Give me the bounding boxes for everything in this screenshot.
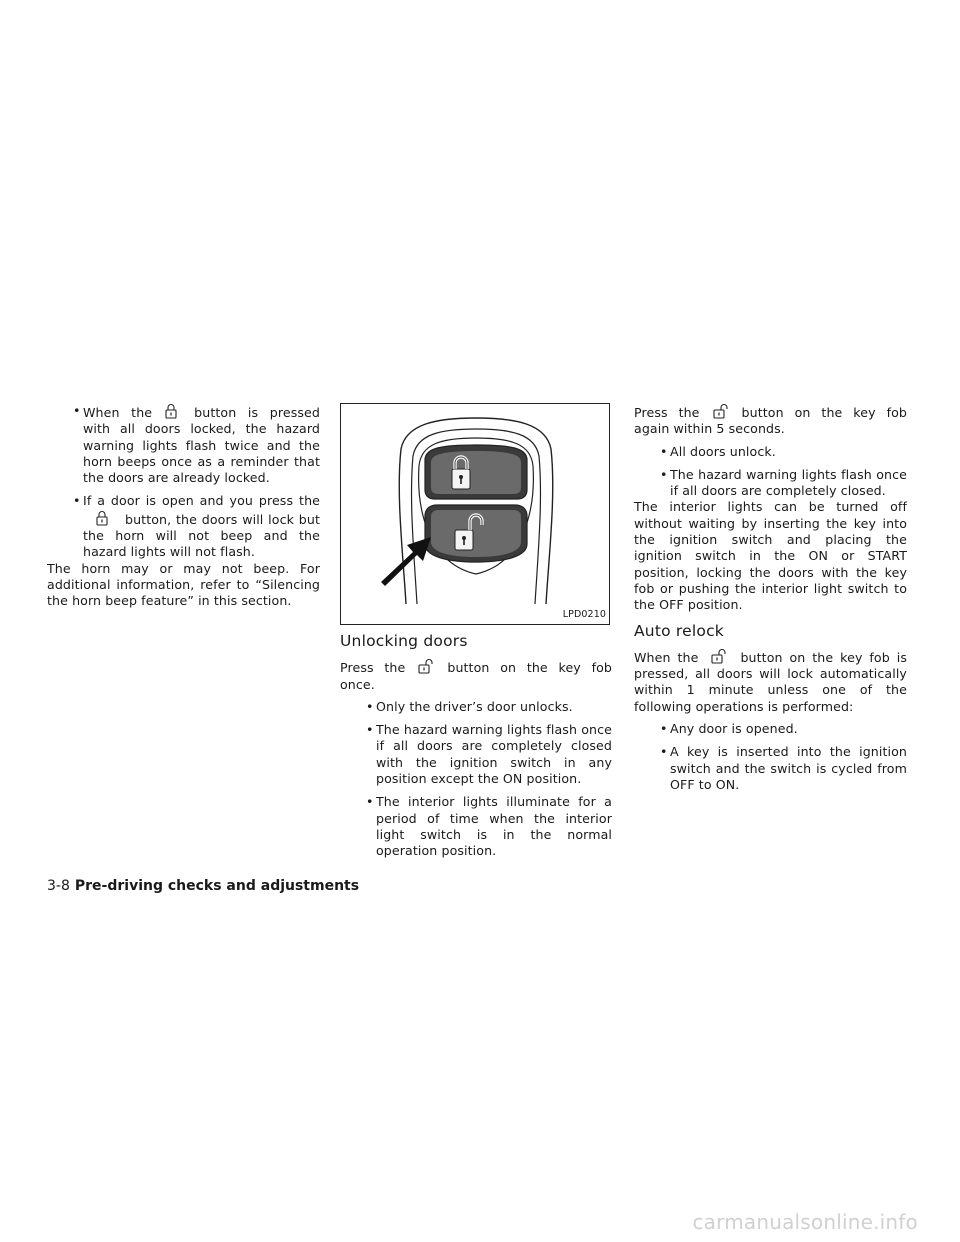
unlock-icon	[704, 648, 730, 664]
relock-post: button on the key fob is pressed, all doors will lock automatically within 1 minute unless one of the following operations is performed:	[634, 649, 907, 714]
bullet-dot: •	[660, 466, 668, 482]
bullet-all-doors-unlock	[634, 444, 907, 460]
column-right	[634, 403, 907, 793]
bullet-dot: •	[660, 744, 668, 760]
bullet-text: All doors unlock.	[670, 443, 776, 459]
bullet-hazard-flash	[340, 722, 612, 787]
bullet-text: Any door is opened.	[670, 721, 798, 737]
bullet-text: The interior lights illuminate for a period of time when the interior light switch is in the normal operation position.	[376, 794, 612, 859]
bullet-key-inserted	[634, 744, 907, 793]
intro-post: button on the key fob again within 5 seconds.	[634, 405, 908, 437]
lock-icon	[89, 510, 115, 526]
key-fob-illustration	[341, 404, 611, 626]
bullet-interior-lights	[340, 794, 612, 859]
heading-unlocking-doors: Unlocking doors	[340, 632, 468, 650]
bullet-door-opened	[634, 721, 907, 737]
intro-pre: Press the	[340, 660, 406, 676]
column-left	[47, 403, 320, 610]
unlock-again-intro	[634, 403, 907, 438]
intro-pre: Press the	[634, 405, 700, 420]
bullet-text: The hazard warning lights flash once if all doors are completely closed.	[670, 466, 907, 499]
bullet-dot: •	[660, 443, 668, 459]
bullet-hazard-reminder	[47, 403, 320, 486]
bullet-text: Only the driver’s door unlocks.	[376, 698, 573, 714]
bullet-text-post: button, the doors will lock but the horn will not beep and the hazard lights will not flash.	[83, 511, 320, 560]
bullet-text-post: button is pressed with all doors locked, the hazard warning lights flash twice and the horn beeps once as a reminder that the doors are already locked.	[83, 405, 320, 486]
unlock-icon	[411, 658, 437, 674]
bullet-dot: •	[366, 794, 374, 810]
bullet-text-line1: If a door is open and you press	[83, 493, 294, 509]
column-middle	[340, 403, 612, 860]
unlock-intro	[340, 658, 612, 693]
bullet-dot: •	[73, 403, 81, 418]
heading-auto-relock: Auto relock	[634, 621, 724, 640]
intro-post: button on the key fob once.	[340, 660, 613, 692]
bullet-text-pre: When the	[83, 405, 153, 420]
bullet-dot: •	[366, 722, 374, 738]
relock-intro	[634, 648, 907, 715]
page-footer	[47, 877, 359, 895]
bullet-hazard-once	[634, 467, 907, 500]
bullet-text: A key is inserted into the ignition switch and the switch is cycled from OFF to ON.	[670, 744, 907, 792]
bullet-text: The hazard warning lights flash once if all doors are completely closed with the ignition switch in any position except the ON position.	[376, 722, 612, 787]
key-fob-figure	[340, 403, 610, 625]
relock-pre: When the	[634, 649, 699, 665]
horn-beep-paragraph: The horn may or may not beep. For additional information, refer to “Silencing the horn beep feature” in this section.	[47, 560, 320, 609]
unlock-icon	[706, 403, 732, 419]
section-title: Pre-driving checks and adjustments	[74, 878, 360, 894]
interior-lights-paragraph: The interior lights can be turned off without waiting by inserting the key into the ignition switch and placing the ignition switch in the ON or START position, locking the doors with the key fob or pushing the interior light switch to the OFF position.	[634, 499, 907, 613]
figure-label: LPD0210	[562, 608, 606, 620]
bullet-door-open	[47, 493, 320, 560]
page-number: 3-8	[47, 878, 70, 894]
lock-icon	[158, 403, 184, 419]
bullet-text-pre: the	[299, 493, 320, 509]
bullet-driver-door	[340, 699, 612, 715]
bullet-dot: •	[660, 721, 668, 737]
bullet-dot: •	[73, 493, 81, 509]
bullet-dot: •	[366, 698, 374, 714]
watermark: carmanualsonline.info	[692, 1210, 918, 1234]
